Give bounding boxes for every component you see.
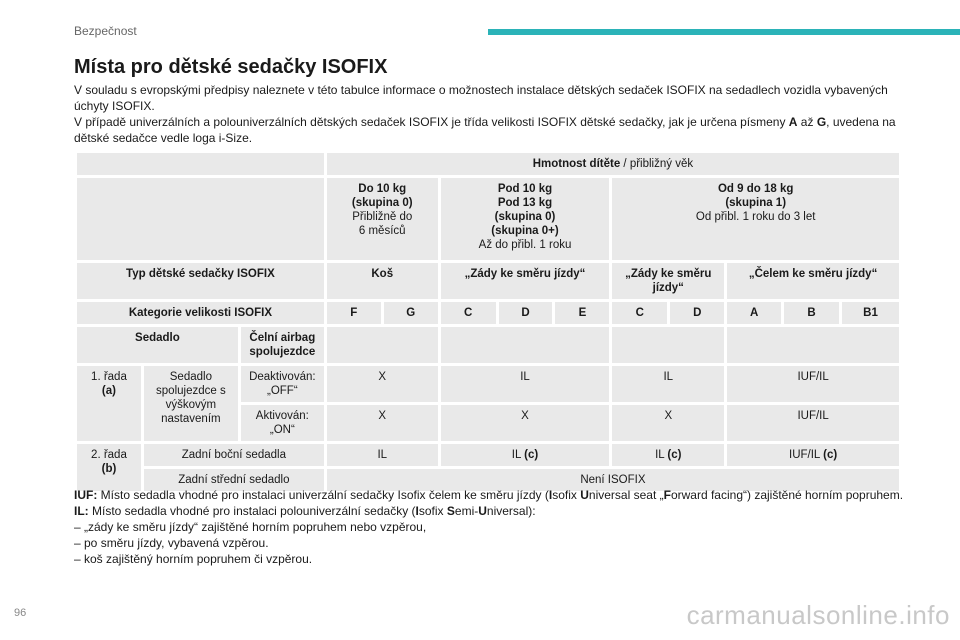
value-cell: IL (439, 365, 611, 404)
value-text: IUF/IL (789, 449, 824, 461)
type-cell: Koš (325, 262, 439, 301)
size-label: Kategorie velikosti ISOFIX (76, 301, 326, 326)
value-note: (c) (667, 449, 682, 461)
size-cell: B1 (841, 301, 901, 326)
type-label: Typ dětské sedačky ISOFIX (76, 262, 326, 301)
note-text: niversal seat „ (588, 488, 664, 502)
value-note: (c) (823, 449, 838, 461)
intro-text-span: až (797, 115, 817, 129)
table-cell-empty (76, 177, 326, 262)
group-age: Od přibl. 1 roku do 3 let (695, 211, 816, 223)
section-accent-bar (488, 29, 960, 35)
airbag-deactivated (239, 365, 325, 404)
value-text: IL (655, 449, 668, 461)
type-cell: „Čelem ke směru jízdy“ (726, 262, 901, 301)
group-weight: Od 9 do 18 kg (717, 183, 794, 195)
value-cell (325, 443, 439, 468)
size-cell: G (382, 301, 439, 326)
seat-label: Sedadlo (76, 326, 240, 365)
table-cell-empty (76, 152, 326, 177)
size-letter-a: A (788, 115, 798, 129)
value-cell (439, 443, 611, 468)
row-label-text: 2. řada (91, 449, 127, 461)
row-label-text: 1. řada (91, 371, 127, 383)
intro-text (74, 82, 904, 146)
isofix-table (74, 150, 902, 494)
value-cell (726, 443, 901, 468)
group-weight: Pod 10 kg (497, 183, 553, 195)
weight-header-rest: / přibližný věk (620, 158, 694, 170)
size-letter-g: G (816, 115, 827, 129)
weight-header-bold: Hmotnost dítěte (532, 158, 621, 170)
size-cell: C (439, 301, 497, 326)
value-cell: X (325, 404, 439, 443)
note-text: Místo sedadla vhodné pro instalaci polouniverzální sedačky ( (88, 504, 416, 518)
size-cell: C (611, 301, 669, 326)
intro-text-span: V případě univerzálních a polouniverzálních dětských sedaček ISOFIX je třída velikosti ISOFIX dětské sedačky, jak je určena písmeny (74, 115, 789, 129)
table-row-types (76, 262, 901, 301)
note-bullet: – „zády ke směru jízdy“ zajištěné horním popruhem nebo vzpěrou, (74, 520, 427, 534)
note-letter: I (415, 504, 419, 518)
note-text: emi- (454, 504, 479, 518)
note-letter: S (446, 504, 455, 518)
note-label: IUF: (74, 488, 98, 502)
note-letter: U (478, 504, 487, 518)
note-il (74, 503, 904, 519)
note-iuf (74, 487, 904, 503)
intro-text-span: , uvedena na dětské sedačce vedle loga i-Size. (74, 115, 896, 145)
airbag-label: Čelní airbag spolujezdce (239, 326, 325, 365)
value-note: (c) (524, 449, 539, 461)
row-label-sub: (b) (101, 463, 117, 475)
weight-header (325, 152, 900, 177)
value-cell: IUF/IL (726, 404, 901, 443)
value-cell: X (611, 404, 726, 443)
airbag-state-label: Aktivován: (255, 410, 309, 422)
airbag-state-value: „ON“ (269, 424, 295, 436)
note-letter: F (663, 488, 671, 502)
row-label-sub: (a) (101, 385, 116, 397)
table-cell-empty (611, 326, 726, 365)
section-label: Bezpečnost (74, 24, 137, 38)
value-cell: IUF/IL (726, 365, 901, 404)
group-class: (skupina 0+) (491, 225, 559, 237)
note-letter: I (548, 488, 553, 502)
page-title: Místa pro dětské sedačky ISOFIX (74, 56, 388, 78)
table-row-groups (76, 177, 901, 262)
note-bullet: – koš zajištěný horním popruhem či vzpěrou. (74, 552, 313, 566)
note-text: Místo sedadla vhodné pro instalaci univerzální sedačky Isofix čelem ke směru jízdy ( (97, 488, 549, 502)
group-class: (skupina 0) (351, 197, 413, 209)
size-cell: D (497, 301, 554, 326)
airbag-activated (239, 404, 325, 443)
row-1-label (76, 365, 143, 443)
value-cell: IL (611, 365, 726, 404)
intro-paragraph-1: V souladu s evropskými předpisy naleznete v této tabulce informace o možnostech instalace dětských sedaček ISOFIX na sedadlech vozidla vybavených úchyty ISOFIX. (74, 83, 888, 113)
type-cell: „Zády ke směru jízdy“ (611, 262, 726, 301)
rear-side-seats-label: Zadní boční sedadla (142, 443, 325, 468)
table-row-seat-header (76, 326, 901, 365)
table-cell-empty (726, 326, 901, 365)
size-cell: F (325, 301, 382, 326)
table-row-rear-side (76, 443, 901, 468)
airbag-state-value: „OFF“ (267, 385, 298, 397)
size-cell: A (726, 301, 783, 326)
note-label: IL: (74, 504, 89, 518)
note-text: sofix (552, 488, 581, 502)
size-cell: D (669, 301, 726, 326)
page-number: 96 (14, 607, 27, 619)
value-cell (611, 443, 726, 468)
group-class: (skupina 1) (725, 197, 787, 209)
table-row-sizes (76, 301, 901, 326)
group-weight: Pod 13 kg (497, 197, 553, 209)
value-cell: X (439, 404, 611, 443)
group-age: 6 měsíců (358, 225, 406, 237)
value-cell: X (325, 365, 439, 404)
table-cell-empty (325, 326, 439, 365)
rear-center-value: Není ISOFIX (325, 468, 900, 493)
size-cell: E (554, 301, 611, 326)
intro-paragraph-2 (74, 114, 904, 146)
airbag-state-label: Deaktivován: (249, 371, 316, 383)
watermark: carmanualsonline.info (686, 600, 950, 630)
group-weight: Do 10 kg (358, 183, 407, 195)
note-bullet: – po směru jízdy, vybavená vzpěrou. (74, 536, 269, 550)
group-age: Přibližně do (352, 211, 413, 223)
front-seat-label: Sedadlo spolujezdce s výškovým nastavením (142, 365, 239, 443)
note-text: niversal): (486, 504, 536, 518)
table-row-front-deactivated (76, 365, 901, 404)
size-cell: B (783, 301, 841, 326)
table-cell-empty (439, 326, 611, 365)
type-cell: „Zády ke směru jízdy“ (439, 262, 611, 301)
note-text: sofix (418, 504, 447, 518)
table-row-weight-header (76, 152, 901, 177)
value-text: IL (377, 449, 388, 461)
group-age: Až do přibl. 1 roku (478, 239, 572, 251)
notes (74, 487, 904, 567)
group-class: (skupina 0) (494, 211, 556, 223)
group-cell-1 (439, 177, 611, 262)
group-cell-0 (325, 177, 439, 262)
note-text: orward facing“) zajištěné horním popruhem. (670, 488, 904, 502)
note-letter: U (580, 488, 589, 502)
value-text: IL (511, 449, 525, 461)
row-2-label (76, 443, 143, 493)
group-cell-2 (611, 177, 901, 262)
rear-center-seat-label: Zadní střední sedadlo (142, 468, 325, 493)
